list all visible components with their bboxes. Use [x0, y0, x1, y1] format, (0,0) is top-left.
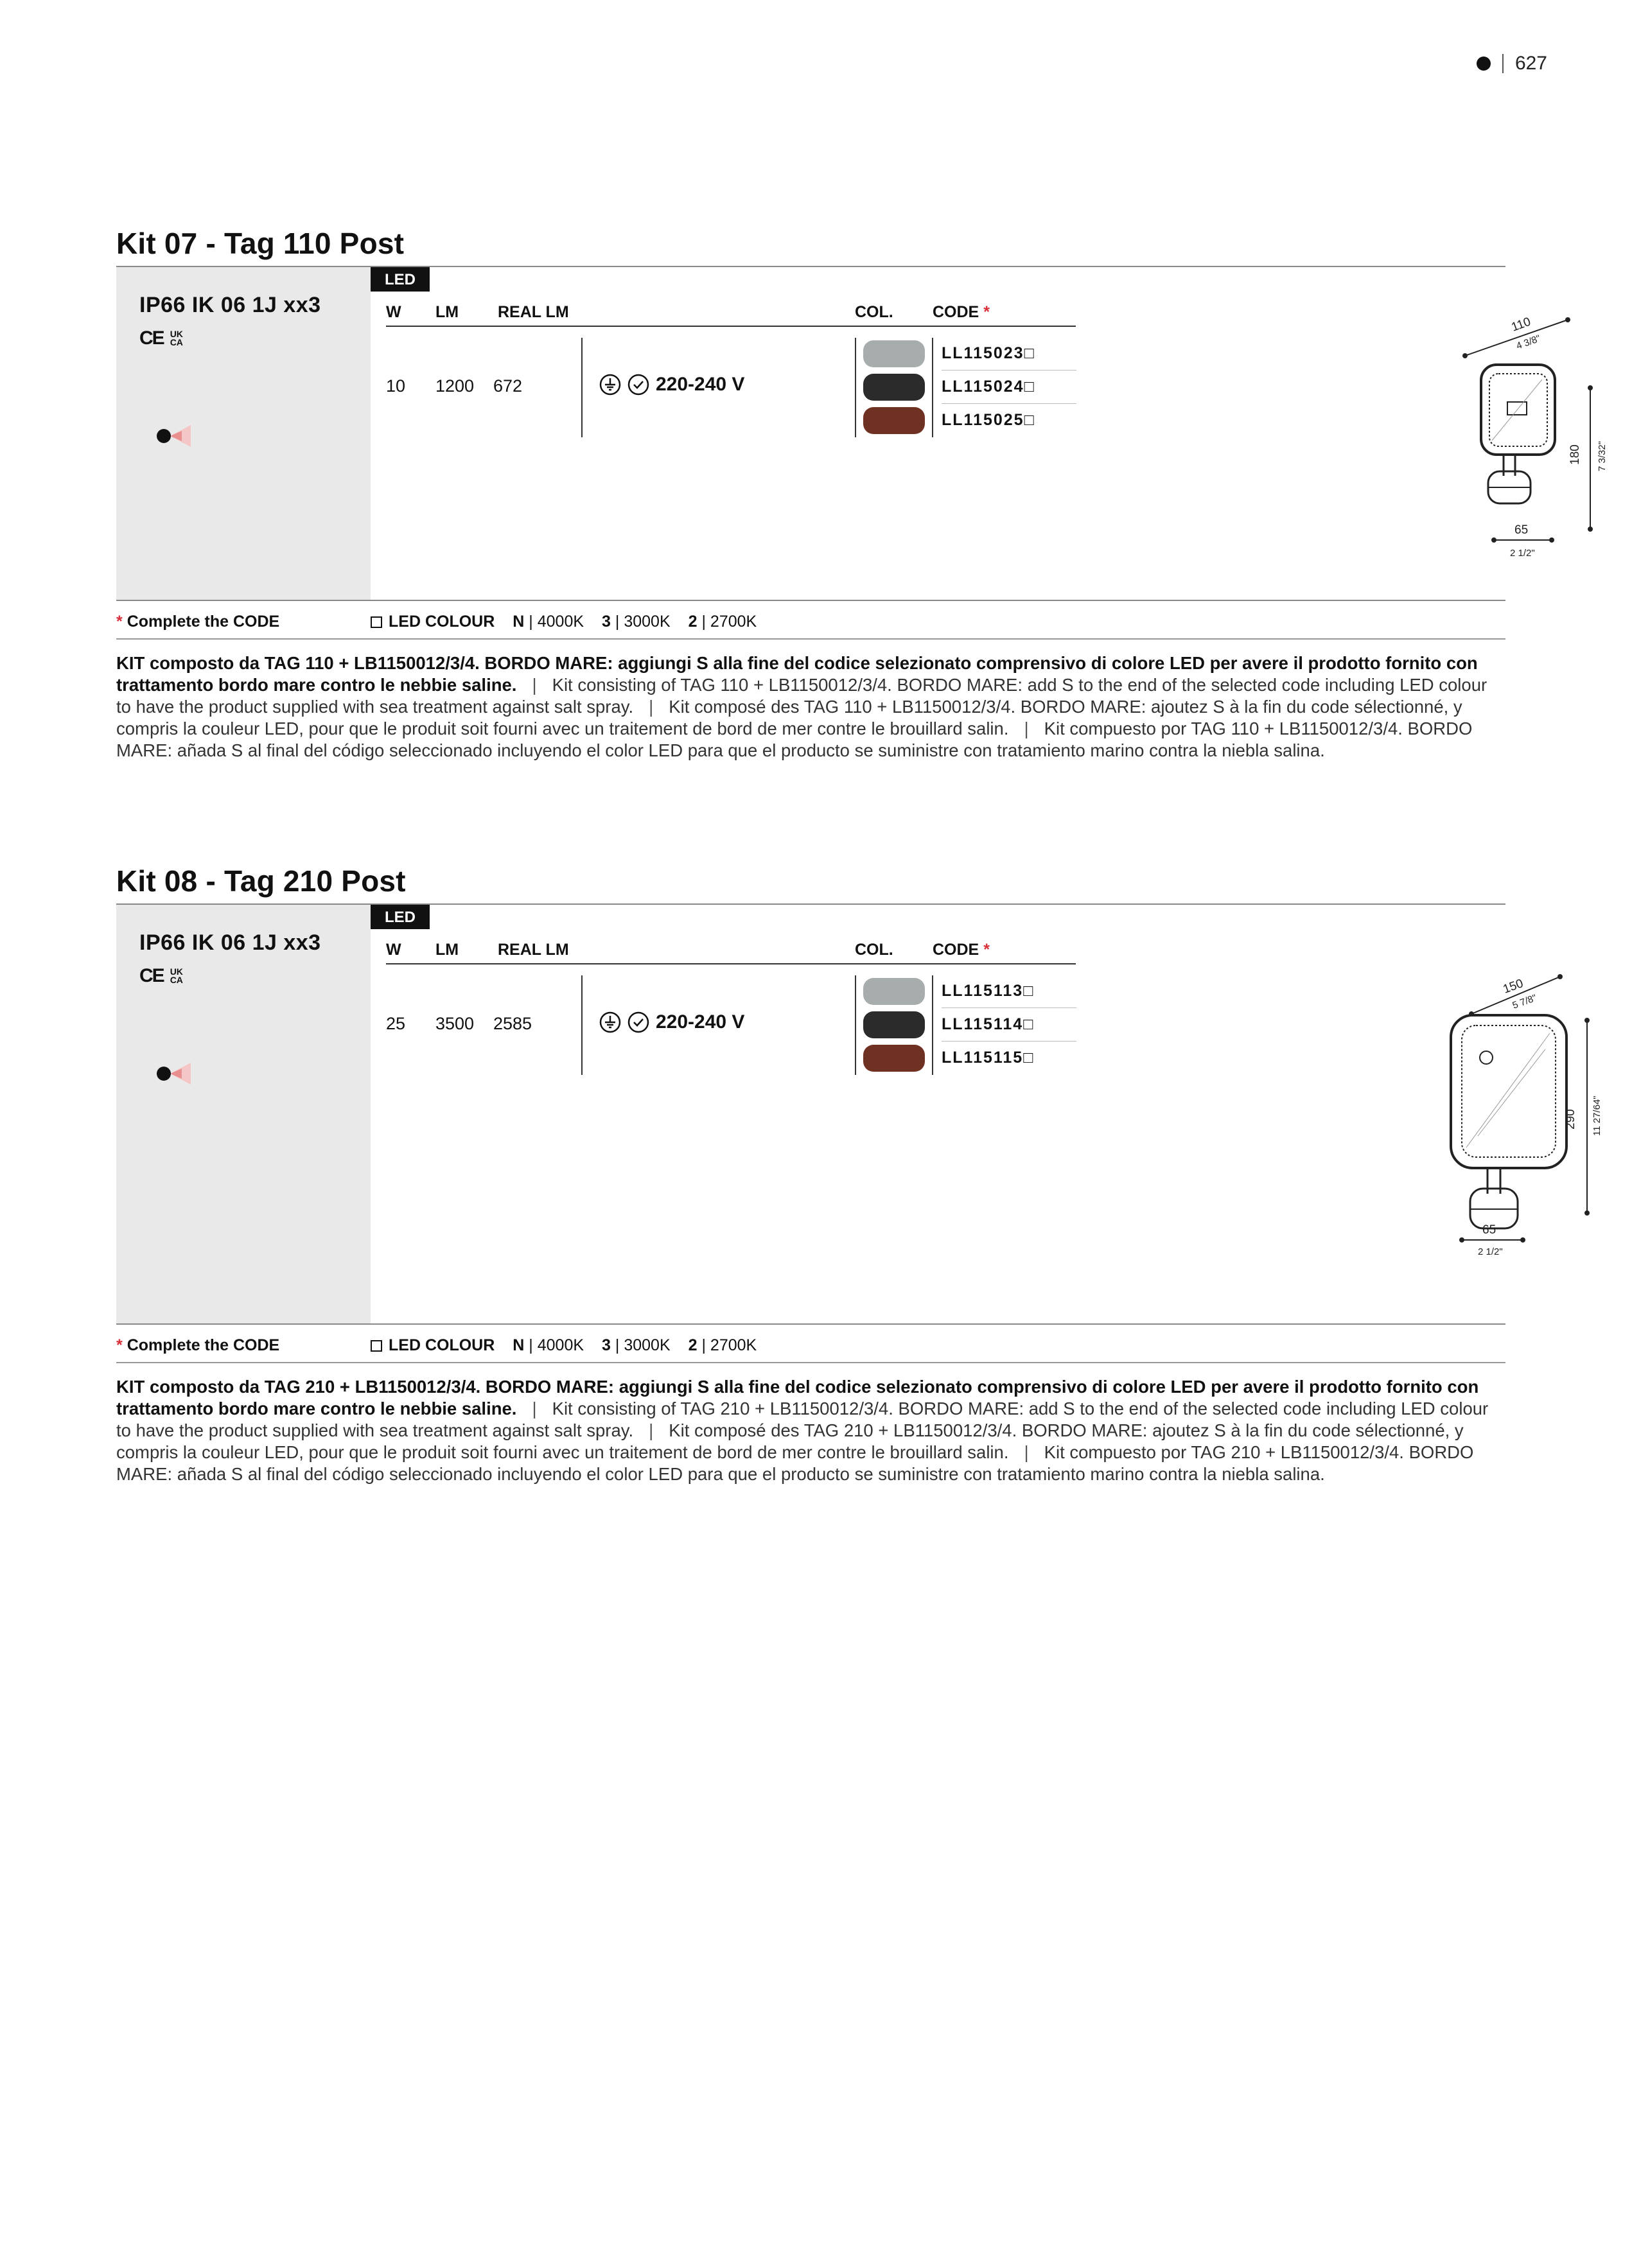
section-rule	[116, 600, 1505, 601]
header-col: COL.	[855, 941, 893, 959]
header-col: COL.	[855, 303, 893, 321]
led-tag: LED	[371, 905, 430, 929]
certification-marks	[139, 965, 183, 987]
column-divider	[855, 338, 856, 437]
voltage-value: 220-240 V	[656, 1011, 745, 1033]
description-english: Kit consisting of TAG 110 + LB1150012/3/4. BORDO MARE: add S to the end of the selected code including LED colour to have the product supplied with sea treatment against salt spray.	[116, 675, 1487, 717]
color-swatch-black	[863, 374, 925, 401]
section-rule	[116, 1323, 1505, 1325]
description-french: Kit composé des TAG 210 + LB1150012/3/4. BORDO MARE: ajoutez S à la fin du code sélectionné, y compris la couleur LED, pour que le produit soit fourni avec un traitement de bord de mer contre le brouillard salin.	[116, 1420, 1464, 1462]
spec-real-lumen: 672	[493, 376, 523, 396]
description-italian: KIT composto da TAG 210 + LB1150012/3/4. BORDO MARE: aggiungi S alla fine del codice selezionato comprensivo di colore LED per avere il prodotto fornito con trattamento bordo mare contro le nebbie saline.	[116, 1377, 1479, 1418]
header-rule	[386, 963, 1076, 964]
product-code: LL115025□	[942, 411, 1035, 429]
kit-description: KIT composto da TAG 110 + LB1150012/3/4. BORDO MARE: aggiungi S alla fine del codice selezionato comprensivo di colore LED per avere il prodotto fornito con trattamento bordo mare contro le nebbie saline. | Kit consisting of TAG 110 + LB1150012/3/4. BORDO MARE: add S to the end of the selected code including LED colour to have the product supplied with sea treatment against salt spray. | Kit composé des TAG 110 + LB1150012/3/4. BORDO MARE: ajoutez S à la fin du code sélectionné, y compris la couleur LED, pour que le produit soit fourni avec un traitement de bord de mer contre le brouillard salin. | Kit compuesto por TAG 110 + LB1150012/3/4. BORDO MARE: añada S al final del código seleccionado incluyendo el color LED para que el producto se suministre con tratamiento marino contra la niebla salina.	[116, 653, 1487, 760]
option-2700k: 2 | 2700K	[688, 612, 757, 631]
header-real-lm: REAL LM	[498, 303, 569, 321]
kit-title: Kit 08 - Tag 210 Post	[116, 864, 406, 898]
complete-code-label: * Complete the CODE	[116, 1336, 280, 1354]
bullet-icon	[1477, 57, 1491, 71]
light-direction-icon	[154, 1058, 198, 1090]
kit-title: Kit 07 - Tag 110 Post	[116, 227, 405, 260]
earth-ground-icon	[599, 374, 621, 396]
description-french: Kit composé des TAG 110 + LB1150012/3/4. BORDO MARE: ajoutez S à la fin du code sélectionné, y compris la couleur LED, pour que le produit soit fourni avec un traitement de bord de mer contre le brouillard salin.	[116, 697, 1462, 738]
asterisk-icon: *	[116, 1336, 123, 1354]
checkmark-circle-icon	[627, 1011, 649, 1033]
voltage-spec	[599, 374, 744, 396]
header-w: W	[386, 303, 401, 321]
product-drawing	[1324, 943, 1632, 1303]
voltage-value: 220-240 V	[656, 374, 745, 395]
dim-height: 180	[1568, 444, 1582, 465]
header-divider	[1502, 54, 1504, 73]
color-swatch-corten	[863, 1045, 925, 1072]
complete-code-row	[116, 609, 1505, 634]
dim-height-inch: 11 27/64"	[1592, 1095, 1602, 1136]
option-3000k: 3 | 3000K	[602, 1336, 671, 1354]
voltage-spec	[599, 1011, 744, 1033]
product-code: LL115115□	[942, 1049, 1035, 1067]
page-number: 627	[1514, 53, 1547, 74]
description-spanish: Kit compuesto por TAG 110 + LB1150012/3/4. BORDO MARE: añada S al final del código seleccionado incluyendo el color LED para que el producto se suministre con tratamiento marino contra la niebla salina.	[116, 719, 1473, 760]
option-3000k: 3 | 3000K	[602, 612, 671, 631]
dim-width: 150	[1501, 977, 1525, 997]
spec-real-lumen: 2585	[493, 1014, 532, 1033]
spec-panel	[116, 267, 371, 600]
led-colour-option: LED COLOUR	[371, 613, 495, 631]
kit-body	[116, 267, 1608, 600]
code-divider	[942, 370, 1076, 371]
description-spanish: Kit compuesto por TAG 210 + LB1150012/3/4. BORDO MARE: añada S al final del código seleccionado incluyendo el color LED para que el producto se suministre con tratamiento marino contra la niebla salina.	[116, 1442, 1474, 1484]
led-colour-option: LED COLOUR	[371, 1336, 495, 1355]
ce-mark: CE	[139, 965, 164, 986]
header-code: CODE *	[933, 941, 990, 959]
complete-code-label: * Complete the CODE	[116, 612, 280, 631]
description-italian: KIT composto da TAG 110 + LB1150012/3/4. BORDO MARE: aggiungi S alla fine del codice selezionato comprensivo di colore LED per avere il prodotto fornito con trattamento bordo mare contro le nebbie saline.	[116, 653, 1478, 695]
ce-mark: CE	[139, 327, 164, 349]
certification-marks	[139, 327, 183, 349]
code-divider	[942, 403, 1076, 404]
kit-body	[116, 905, 1602, 1323]
header-w: W	[386, 941, 401, 959]
dim-width-inch: 4 3/8"	[1514, 333, 1542, 352]
checkbox-icon	[371, 616, 382, 628]
dim-width-inch: 5 7/8"	[1511, 992, 1538, 1011]
ip-rating: IP66 IK 06 1J xx3	[139, 930, 321, 955]
spec-watt: 25	[386, 1014, 406, 1033]
description-english: Kit consisting of TAG 210 + LB1150012/3/4. BORDO MARE: add S to the end of the selected code including LED colour to have the product supplied with sea treatment against salt spray.	[116, 1399, 1489, 1440]
ip-rating: IP66 IK 06 1J xx3	[139, 293, 321, 317]
spec-panel	[116, 905, 371, 1323]
color-swatch-black	[863, 1011, 925, 1038]
option-4000k: N | 4000K	[513, 1336, 584, 1354]
checkbox-icon	[371, 1340, 382, 1352]
option-2700k: 2 | 2700K	[688, 1336, 757, 1354]
complete-code-row	[116, 1332, 1505, 1358]
dim-base: 65	[1514, 523, 1529, 537]
dim-base: 65	[1482, 1223, 1496, 1237]
section-rule	[116, 638, 1505, 640]
product-code: LL115114□	[942, 1015, 1035, 1033]
dim-base-inch: 2 1/2"	[1510, 548, 1535, 559]
header-lm: LM	[435, 941, 459, 959]
kit-description: KIT composto da TAG 210 + LB1150012/3/4. BORDO MARE: aggiungi S alla fine del codice selezionato comprensivo di colore LED per avere il prodotto fornito con trattamento bordo mare contro le nebbie saline. | Kit consisting of TAG 210 + LB1150012/3/4. BORDO MARE: add S to the end of the selected code including LED colour to have the product supplied with sea treatment against salt spray. | Kit composé des TAG 210 + LB1150012/3/4. BORDO MARE: ajoutez S à la fin du code sélectionné, y compris la couleur LED, pour que le produit soit fourni avec un traitement de bord de mer contre le brouillard salin. | Kit compuesto por TAG 210 + LB1150012/3/4. BORDO MARE: añada S al final del código seleccionado incluyendo el color LED para que el producto se suministre con tratamiento marino contra la niebla salina.	[116, 1377, 1489, 1484]
dim-base-inch: 2 1/2"	[1478, 1246, 1503, 1257]
column-divider	[932, 975, 933, 1075]
light-direction-icon	[154, 420, 198, 452]
product-code: LL115113□	[942, 982, 1035, 1000]
section-rule	[116, 1362, 1505, 1363]
header-real-lm: REAL LM	[498, 941, 569, 959]
header-lm: LM	[435, 303, 459, 321]
dim-width: 110	[1509, 315, 1533, 335]
asterisk-icon: *	[116, 612, 123, 631]
column-divider	[855, 975, 856, 1075]
header-rule	[386, 326, 1076, 327]
column-divider	[581, 975, 583, 1075]
spec-lumen: 3500	[435, 1014, 475, 1033]
option-4000k: N | 4000K	[513, 612, 584, 631]
color-swatch-grey	[863, 978, 925, 1005]
led-tag: LED	[371, 267, 430, 292]
ukca-mark: UK CA	[170, 329, 183, 347]
spec-lumen: 1200	[435, 376, 475, 396]
earth-ground-icon	[599, 1011, 621, 1033]
column-divider	[932, 338, 933, 437]
header-code: CODE *	[933, 303, 990, 321]
asterisk-icon: *	[983, 941, 990, 959]
page-header	[1477, 53, 1547, 74]
spec-watt: 10	[386, 376, 406, 396]
product-drawing	[1349, 306, 1632, 588]
dim-height: 290	[1564, 1109, 1577, 1130]
checkmark-circle-icon	[627, 374, 649, 396]
column-divider	[581, 338, 583, 437]
product-code: LL115024□	[942, 378, 1035, 396]
product-code: LL115023□	[942, 344, 1035, 362]
ukca-mark: UK CA	[170, 966, 183, 985]
dim-height-inch: 7 3/32"	[1597, 441, 1608, 471]
kit-section	[116, 864, 1602, 1484]
kit-section	[116, 226, 1608, 760]
color-swatch-corten	[863, 407, 925, 434]
asterisk-icon: *	[983, 303, 990, 321]
color-swatch-grey	[863, 340, 925, 367]
code-divider	[942, 1041, 1076, 1042]
